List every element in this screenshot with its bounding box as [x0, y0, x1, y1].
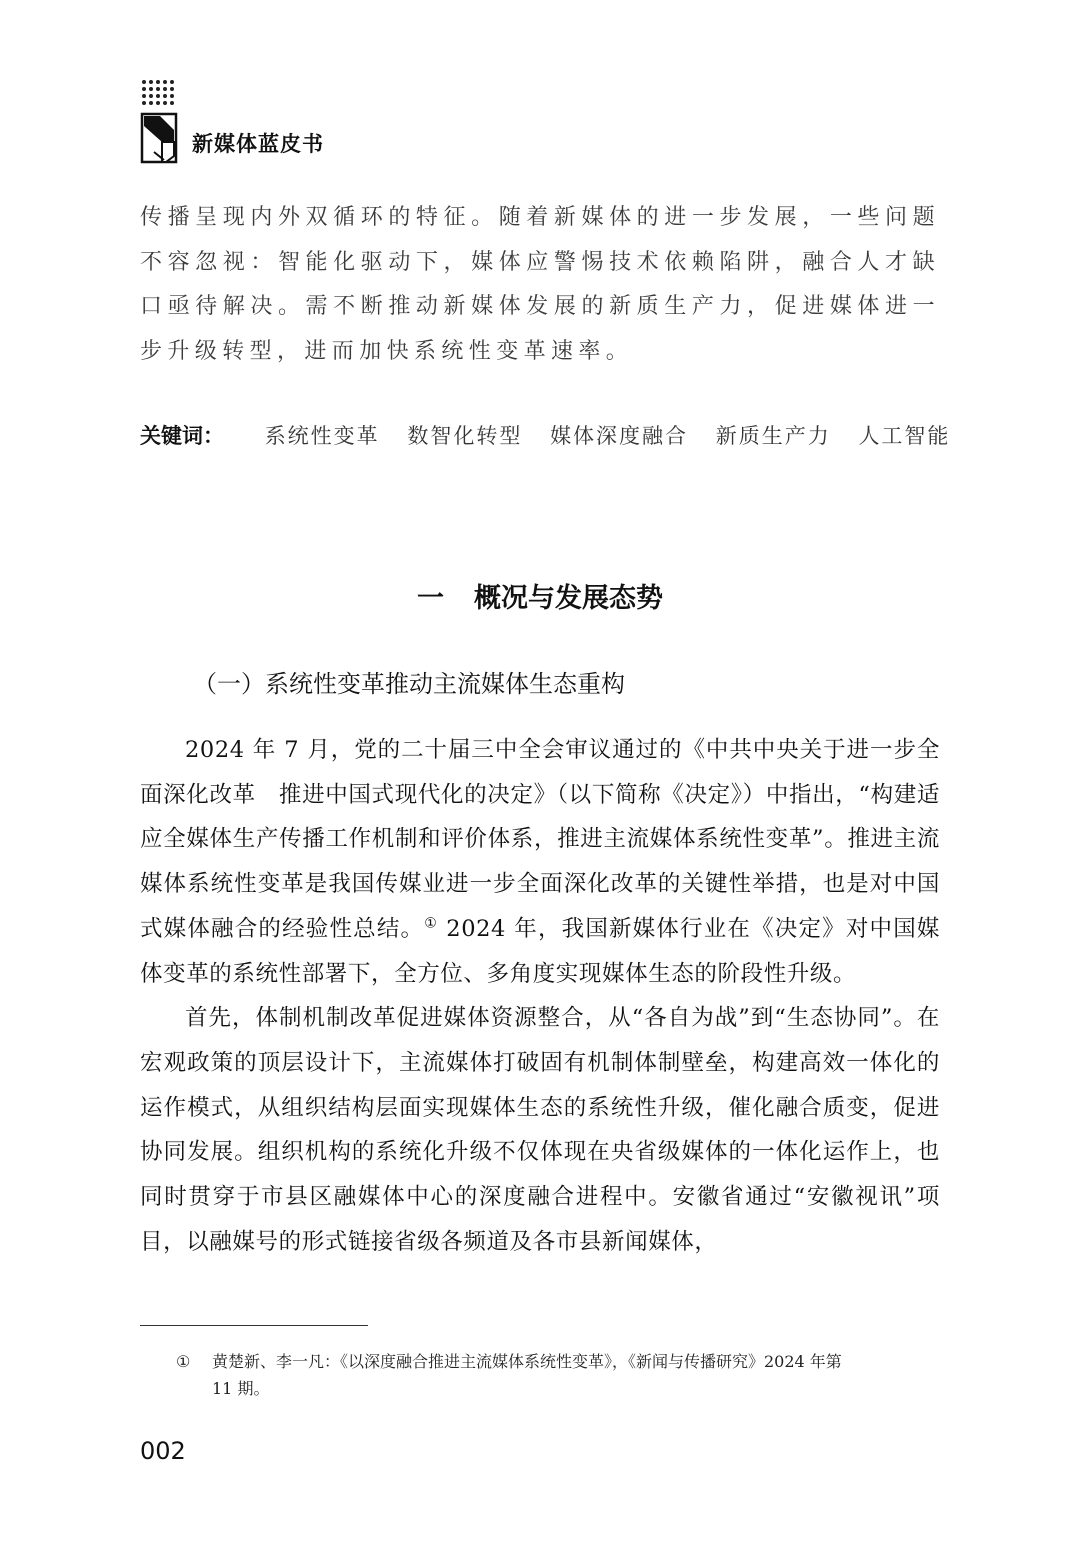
footnote: [176, 1348, 941, 1402]
body-text: [140, 728, 940, 1264]
footnote-divider: [140, 1325, 368, 1326]
section-title: 概况与发展态势: [474, 583, 663, 614]
book-logo-icon: [140, 112, 178, 164]
footnote-text-continued: 11 期。: [212, 1379, 270, 1398]
paragraph: [140, 728, 940, 996]
paragraph: 首先，体制机制改革促进媒体资源整合，从“各自为战”到“生态协同”。在宏观政策的顶层设计下，主流媒体打破固有机制体制壁垒，构建高效一体化的运作模式，从组织结构层面实现媒体生态的系统性升级，催化融合质变，促进协同发展。组织机构的系统化升级不仅体现在央省级媒体的一体化运作上，也同时贯穿于市县区融媒体中心的深度融合进程中。安徽省通过“安徽视讯”项目，以融媒号的形式链接省级各频道及各市县新闻媒体，: [140, 1005, 940, 1255]
section-heading: [0, 576, 1080, 615]
paragraph-text: 2024 年，我国新媒体行业在《决定》对中国媒体变革的系统性部署下，全方位、多角度实现媒体生态的阶段性升级。: [140, 915, 940, 987]
section-number: 一: [417, 583, 444, 614]
footnote-number: ①: [176, 1352, 191, 1371]
header-dot-pattern-icon: [142, 80, 176, 105]
subsection-heading: （一）系统性变革推动主流媒体生态重构: [193, 670, 625, 698]
page-number: 002: [140, 1437, 186, 1465]
paragraph-text: 2024 年 7 月，党的二十届三中全会审议通过的《中共中央关于进一步全面深化改革 推进中国式现代化的决定》（以下简称《决定》）中指出，“构建适应全媒体生产传播工作机制和评价体系，推进主流媒体系统性变革”。推进主流媒体系统性变革是我国传媒业进一步全面深化改革的关键性举措，也是对中国式媒体融合的经验性总结。: [140, 737, 940, 942]
keyword-item: 数智化转型: [407, 424, 523, 448]
abstract-text: 传播呈现内外双循环的特征。随着新媒体的进一步发展，一些问题不容忽视：智能化驱动下，媒体应警惕技术依赖陷阱，融合人才缺口亟待解决。需不断推动新媒体发展的新质生产力，促进媒体进一步升级转型，进而加快系统性变革速率。: [140, 205, 940, 364]
book-series-title: 新媒体蓝皮书: [192, 132, 324, 156]
keywords-label: 关键词：: [140, 424, 224, 448]
keywords-line: [140, 420, 971, 450]
footnote-reference[interactable]: ①: [424, 915, 438, 932]
footnote-text: 黄楚新、李一凡：《以深度融合推进主流媒体系统性变革》，《新闻与传播研究》2024 年第: [212, 1352, 842, 1371]
keyword-item: 系统性变革: [264, 424, 380, 448]
keyword-item: 人工智能: [858, 424, 951, 448]
keyword-item: 媒体深度融合: [550, 424, 689, 448]
keyword-item: 新质生产力: [715, 424, 831, 448]
